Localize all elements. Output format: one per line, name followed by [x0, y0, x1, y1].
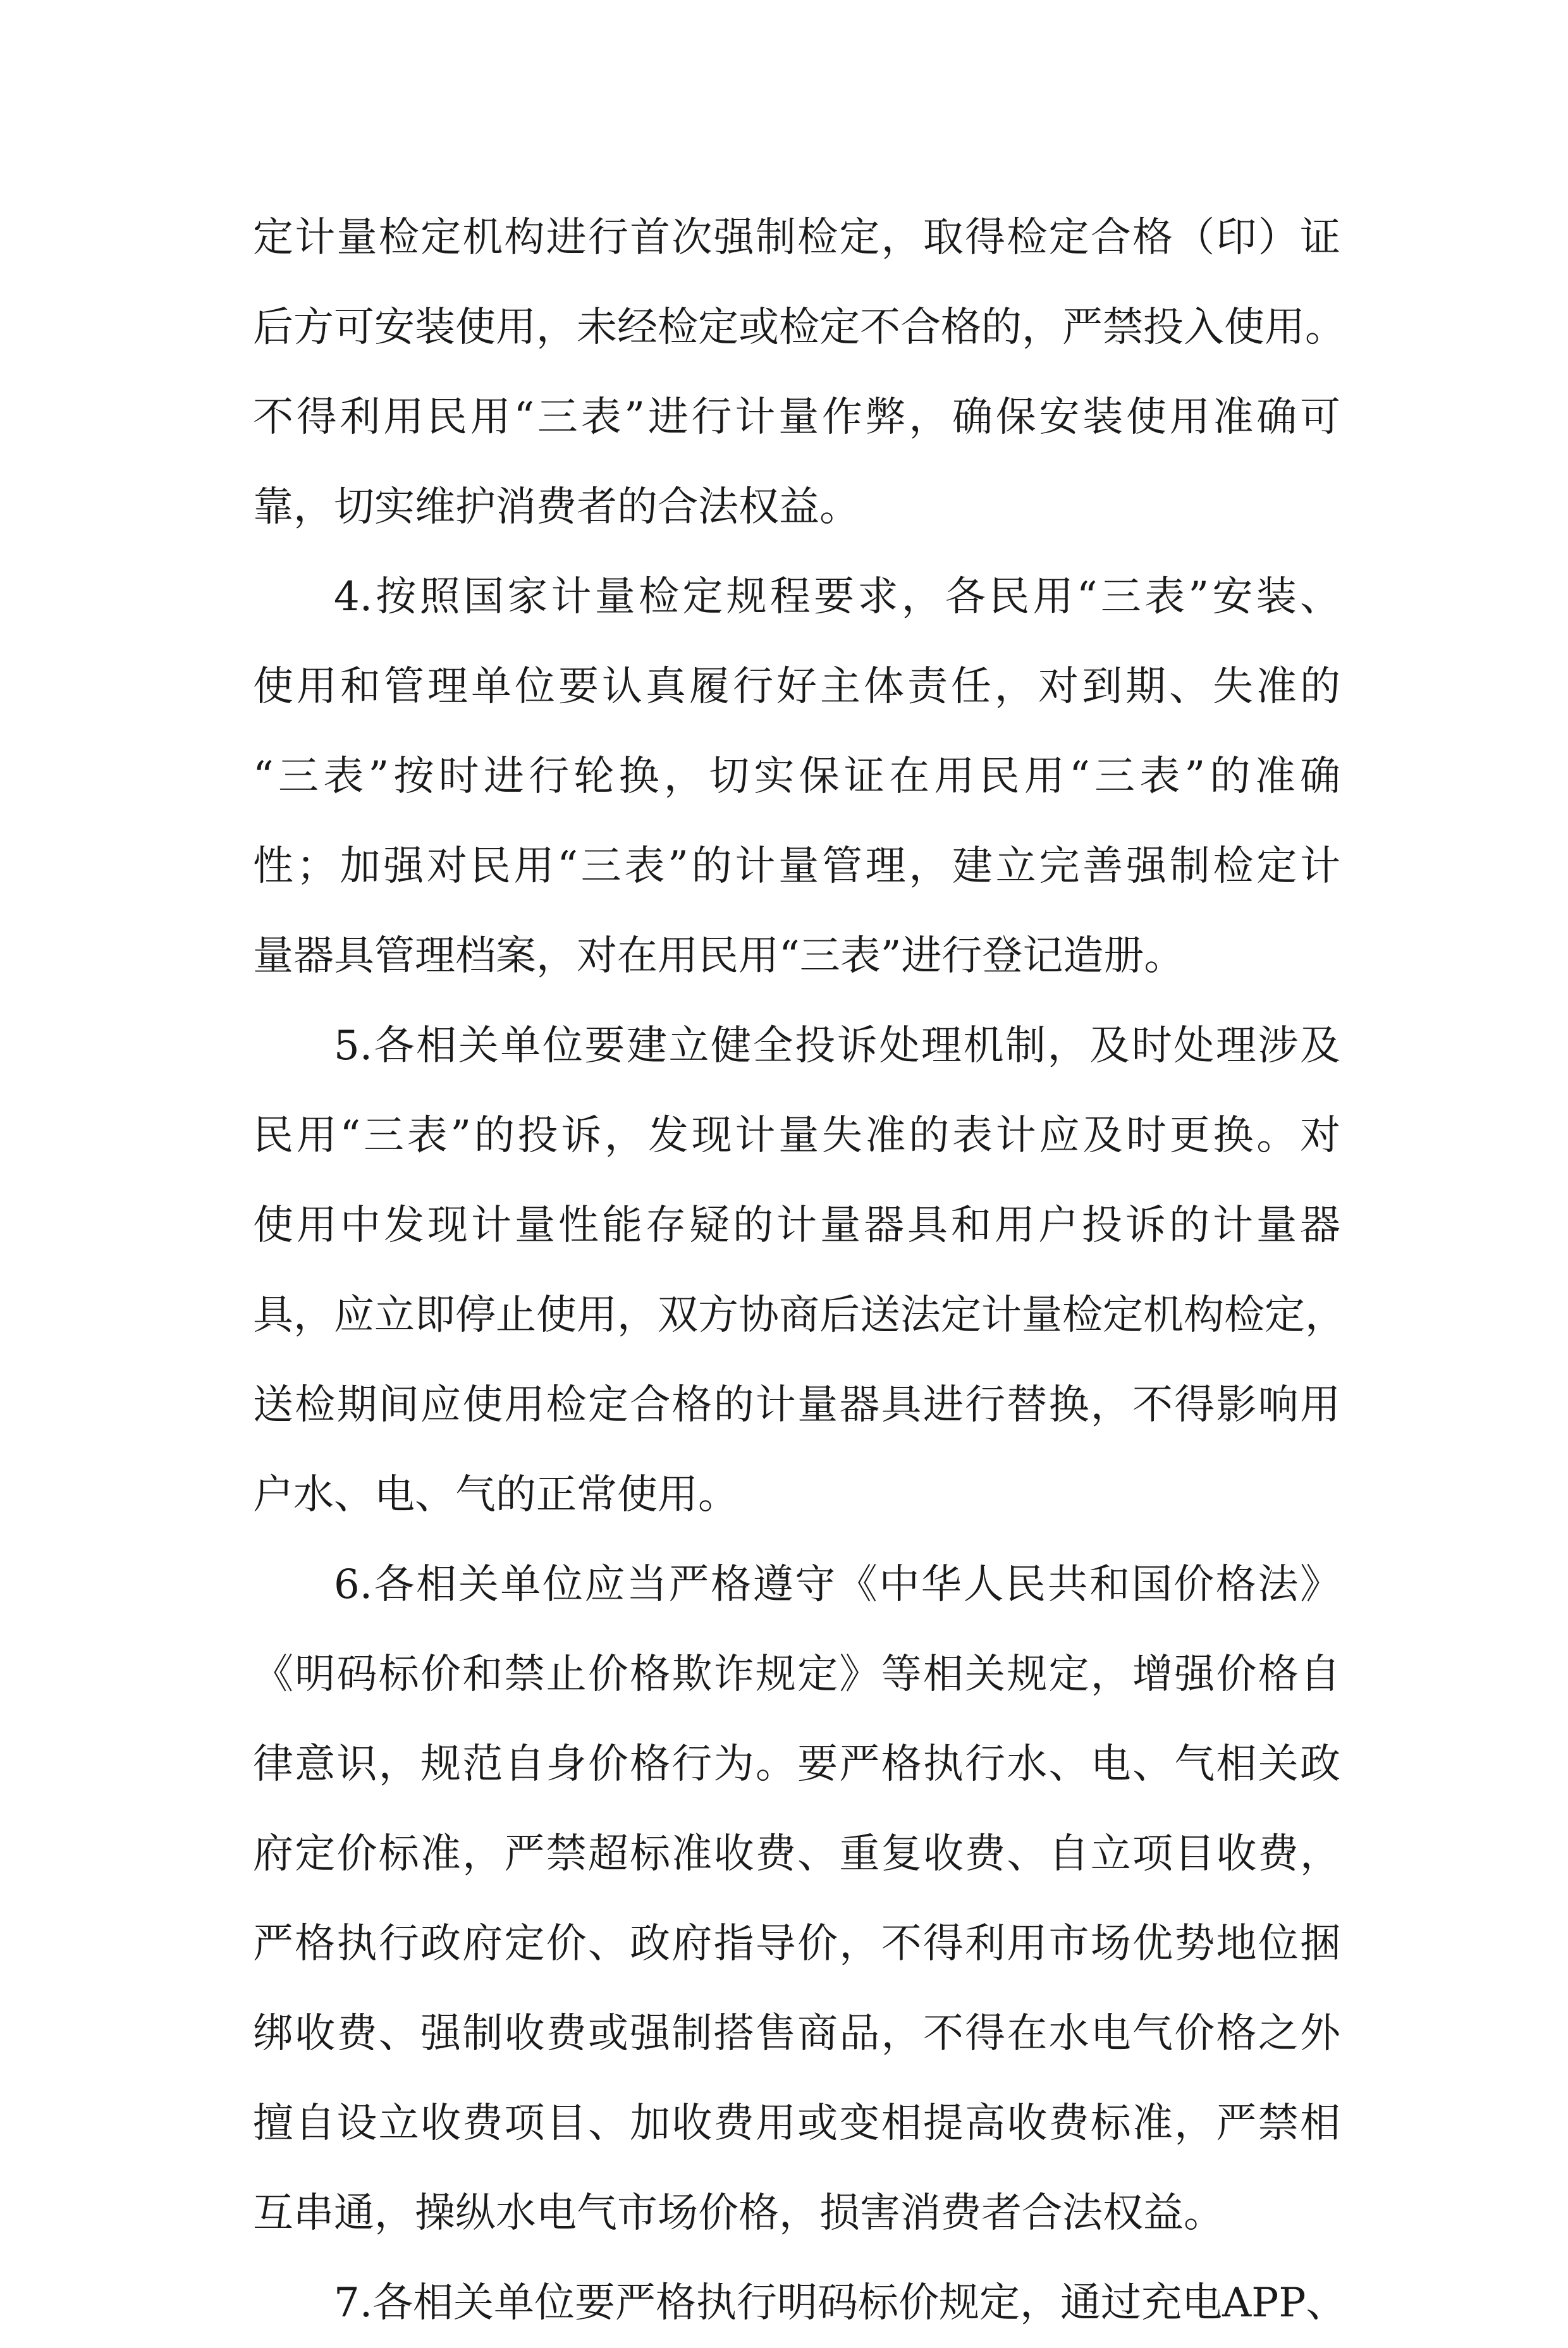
document-body: [253, 193, 1347, 2348]
body-line: 送检期间应使用检定合格的计量器具进行替换，不得影响用: [253, 1382, 1340, 1429]
body-line: 户水、电、气的正常使用。: [253, 1472, 738, 1518]
body-line: 绑收费、强制收费或强制搭售商品，不得在水电气价格之外: [253, 2010, 1340, 2057]
body-line: 民用“三表”的投诉，发现计量失准的表计应及时更换。对: [253, 1112, 1340, 1159]
body-line: 严格执行政府定价、政府指导价，不得利用市场优势地位捆: [253, 1921, 1340, 1967]
body-line: 7.各相关单位要严格执行明码标价规定，通过充电APP、: [334, 2280, 1347, 2326]
body-line: 擅自设立收费项目、加收费用或变相提高收费标准，严禁相: [253, 2100, 1340, 2147]
body-line: 靠，切实维护消费者的合法权益。: [253, 484, 860, 531]
body-line: 定计量检定机构进行首次强制检定，取得检定合格（印）证: [253, 214, 1340, 261]
body-line: 使用中发现计量性能存疑的计量器具和用户投诉的计量器: [253, 1202, 1340, 1249]
body-line: 6.各相关单位应当严格遵守《中华人民共和国价格法》: [334, 1561, 1340, 1608]
body-line: 量器具管理档案，对在用民用“三表”进行登记造册。: [253, 933, 1185, 980]
body-line: “三表”按时进行轮换，切实保证在用民用“三表”的准确: [253, 753, 1340, 800]
body-line: 府定价标准，严禁超标准收费、重复收费、自立项目收费，: [253, 1831, 1340, 1878]
body-line: 使用和管理单位要认真履行好主体责任，对到期、失准的: [253, 663, 1340, 710]
body-line: 后方可安装使用，未经检定或检定不合格的，严禁投入使用。: [253, 304, 1345, 351]
body-line: 不得利用民用“三表”进行计量作弊，确保安装使用准确可: [253, 394, 1340, 441]
body-line: 4.按照国家计量检定规程要求，各民用“三表”安装、: [334, 574, 1340, 620]
body-line: 5.各相关单位要建立健全投诉处理机制，及时处理涉及: [334, 1023, 1340, 1069]
body-line: 《明码标价和禁止价格欺诈规定》等相关规定，增强价格自: [253, 1651, 1340, 1698]
body-line: 具，应立即停止使用，双方协商后送法定计量检定机构检定，: [253, 1292, 1345, 1339]
body-line: 律意识，规范自身价格行为。要严格执行水、电、气相关政: [253, 1741, 1340, 1788]
body-line: 互串通，操纵水电气市场价格，损害消费者合法权益。: [253, 2190, 1224, 2237]
body-line: 性；加强对民用“三表”的计量管理，建立完善强制检定计: [253, 843, 1340, 890]
